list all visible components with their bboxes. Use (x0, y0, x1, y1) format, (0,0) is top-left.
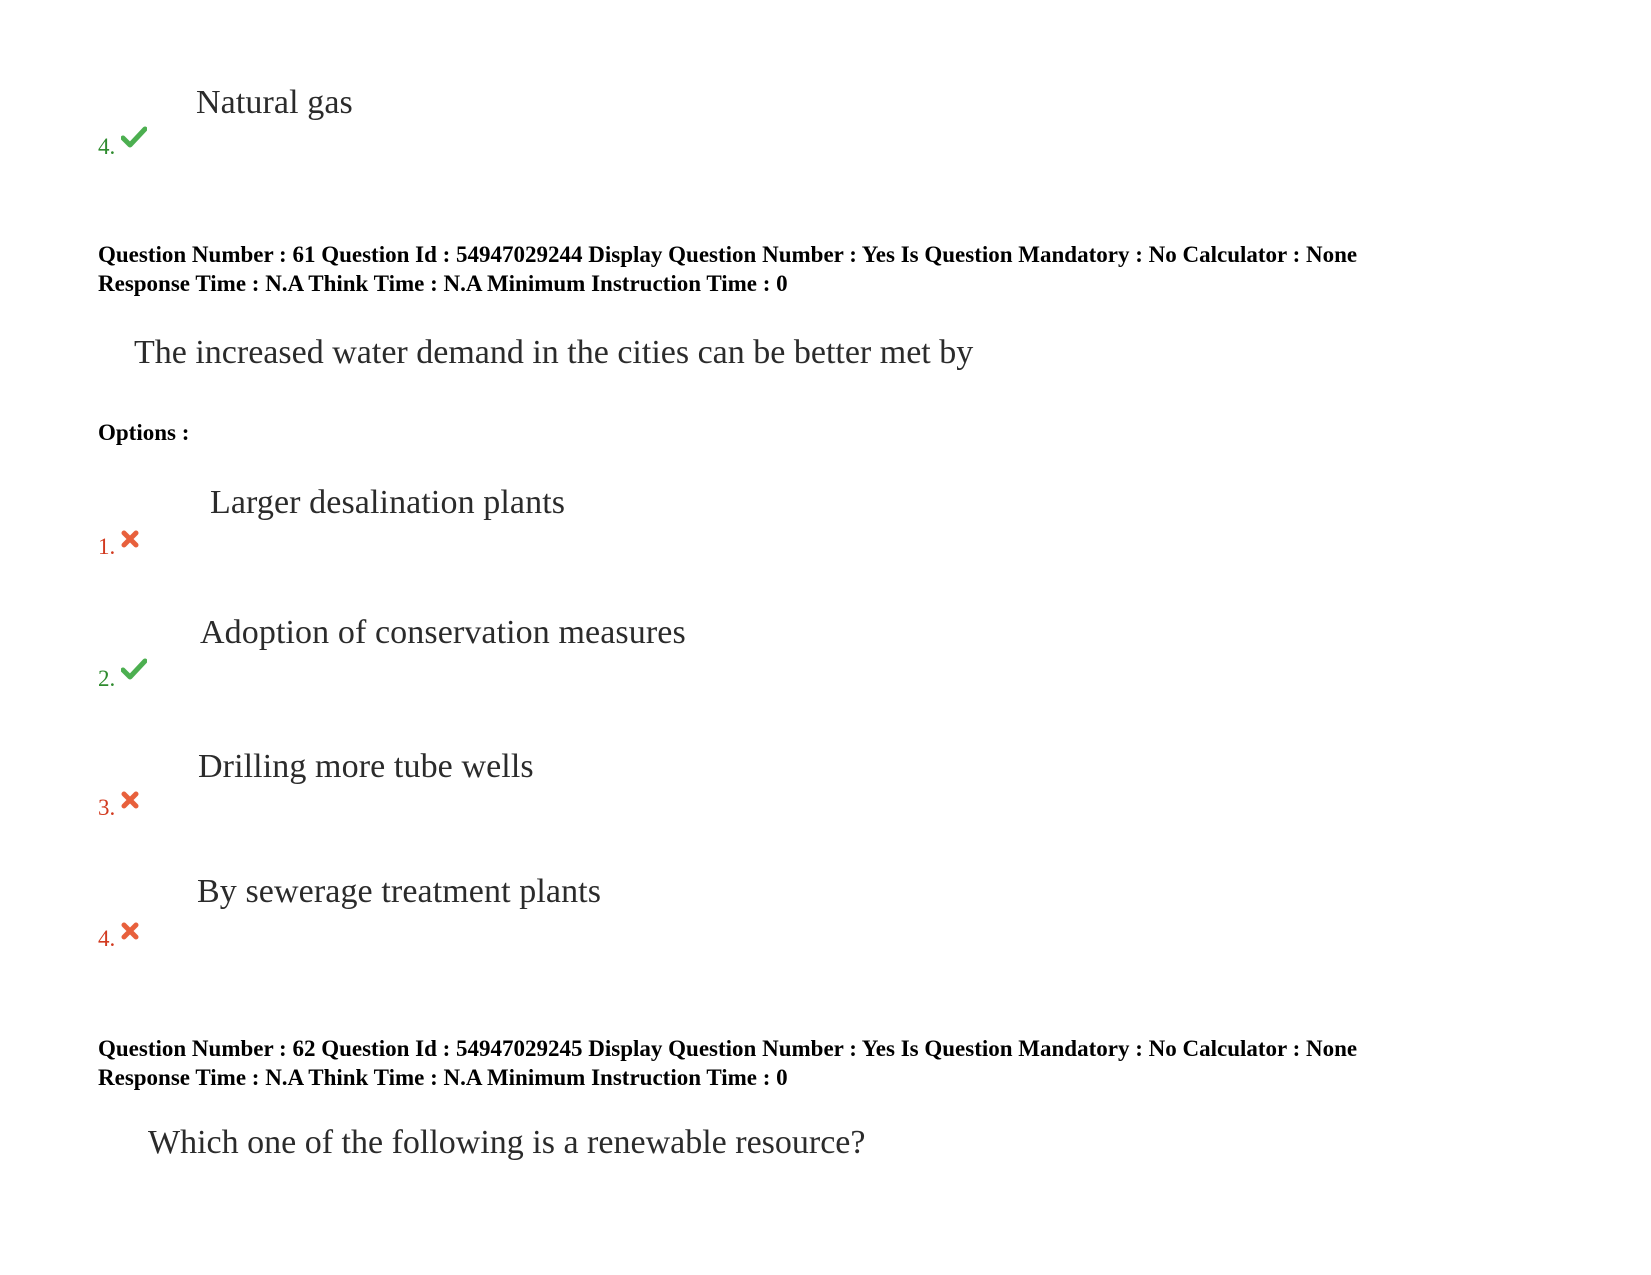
question-text: The increased water demand in the cities can be better met by (134, 334, 974, 371)
question-meta-line2: Response Time : N.A Think Time : N.A Minimum Instruction Time : 0 (98, 271, 788, 296)
question-meta (98, 240, 1357, 298)
option-number: 4. (98, 134, 116, 159)
question-text: Which one of the following is a renewable resource? (148, 1124, 866, 1161)
option-text: Natural gas (196, 84, 353, 121)
option-text: Larger desalination plants (210, 484, 566, 521)
question-meta-line2: Response Time : N.A Think Time : N.A Minimum Instruction Time : 0 (98, 1065, 788, 1090)
question-meta-line1: Question Number : 61 Question Id : 54947029244 Display Question Number : Yes Is Question Mandatory : No Calculator : None (98, 242, 1358, 267)
option-marker-wrong (98, 534, 139, 560)
option-marker-correct (98, 664, 147, 692)
check-icon (121, 658, 147, 686)
cross-icon (121, 920, 139, 946)
option-text: By sewerage treatment plants (197, 873, 602, 910)
option-number: 1. (98, 534, 116, 559)
option-marker-wrong (98, 795, 139, 821)
options-label: Options : (98, 420, 190, 445)
option-number: 2. (98, 666, 116, 691)
question-meta (98, 1034, 1357, 1092)
option-text: Adoption of conservation measures (200, 614, 686, 651)
option-number: 4. (98, 926, 116, 951)
option-marker-wrong (98, 926, 139, 952)
cross-icon (121, 528, 139, 554)
option-number: 3. (98, 795, 116, 820)
cross-icon (121, 789, 139, 815)
question-meta-line1: Question Number : 62 Question Id : 54947029245 Display Question Number : Yes Is Question Mandatory : No Calculator : None (98, 1036, 1358, 1061)
option-marker-correct (98, 132, 147, 160)
option-text: Drilling more tube wells (198, 748, 534, 785)
check-icon (121, 126, 147, 154)
